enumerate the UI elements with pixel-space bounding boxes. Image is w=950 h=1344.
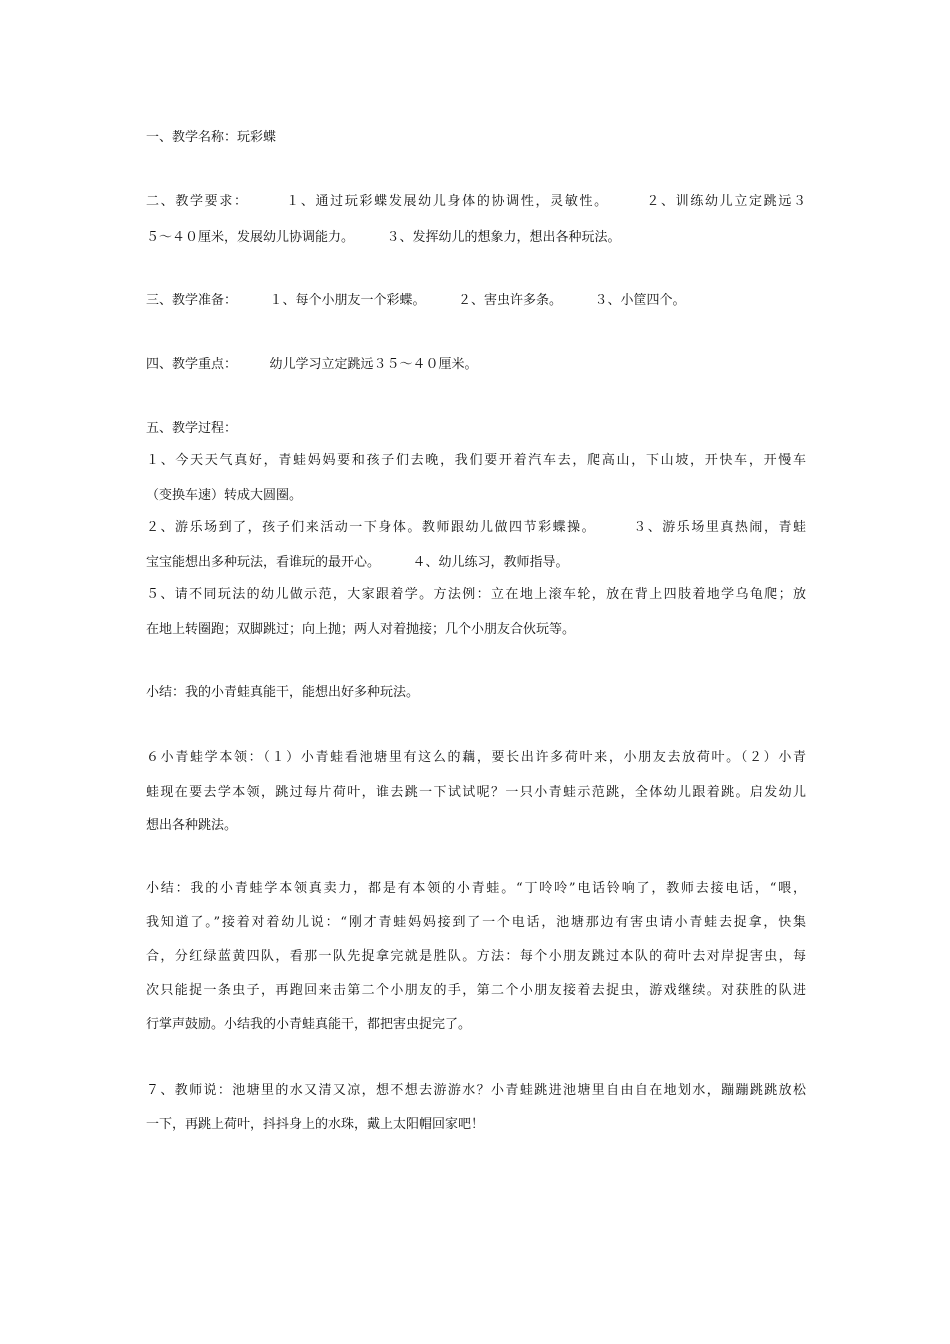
summary2-line1: 小结：我的小青蛙学本领真卖力，都是有本领的小青蛙。“丁呤呤”电话铃响了，教师去接电话，“喂， <box>146 881 806 896</box>
summary1-line1: 小结：我的小青蛙真能干，能想出好多种玩法。 <box>146 685 420 700</box>
section5-p2-line1: ２、游乐场到了，孩子们来活动一下身体。教师跟幼儿做四节彩蝶操。 ３、游乐场里真热闹，青蛙 <box>146 520 806 535</box>
section5-p1-line2: （变换车速）转成大圆圈。 <box>146 488 303 503</box>
section6-line1: ６小青蛙学本领：（１）小青蛙看池塘里有这么的藕，要长出许多荷叶来，小朋友去放荷叶。（２）小青 <box>146 750 806 765</box>
section1-title: 一、教学名称：玩彩蝶 <box>146 130 277 145</box>
section5-p3-line1: ５、请不同玩法的幼儿做示范，大家跟着学。方法例：立在地上滚车轮，放在背上四肢着地学乌龟爬；放 <box>146 587 806 602</box>
summary2-line5: 行掌声鼓励。小结我的小青蛙真能干，都把害虫捉完了。 <box>146 1017 472 1032</box>
section5-p1-line1: １、今天天气真好，青蛙妈妈要和孩子们去晚，我们要开着汽车去，爬高山，下山坡，开快车，开慢车 <box>146 453 806 468</box>
section5-p2-line2: 宝宝能想出多种玩法，看谁玩的最开心。 ４、幼儿练习，教师指导。 <box>146 555 569 570</box>
section4-line1: 四、教学重点： 幼儿学习立定跳远３５～４０厘米。 <box>146 357 478 372</box>
section6-line2: 蛙现在要去学本领，跳过每片荷叶，谁去跳一下试试呢？一只小青蛙示范跳，全体幼儿跟着跳。启发幼儿 <box>146 785 806 800</box>
section7-line1: ７、教师说：池塘里的水又清又凉，想不想去游游水？小青蛙跳进池塘里自由自在地划水，蹦蹦跳跳放松 <box>146 1083 806 1098</box>
summary2-line3: 合，分红绿蓝黄四队，看那一队先捉拿完就是胜队。方法：每个小朋友跳过本队的荷叶去对岸捉害虫，每 <box>146 949 806 964</box>
section7-line2: 一下，再跳上荷叶，抖抖身上的水珠，戴上太阳帽回家吧！ <box>146 1117 485 1132</box>
section3-line1: 三、教学准备： １、每个小朋友一个彩蝶。 ２、害虫许多条。 ３、小筐四个。 <box>146 293 686 308</box>
section2-line2: ５～４０厘米，发展幼儿协调能力。 ３、发挥幼儿的想象力，想出各种玩法。 <box>146 230 621 245</box>
section6-line3: 想出各种跳法。 <box>146 818 238 833</box>
summary2-line4: 次只能捉一条虫子，再跑回来击第二个小朋友的手，第二个小朋友接着去捉虫，游戏继续。对获胜的队进 <box>146 983 806 998</box>
section5-p3-line2: 在地上转圈跑；双脚跳过；向上抛；两人对着抛接；几个小朋友合伙玩等。 <box>146 622 576 637</box>
summary2-line2: 我知道了。”接着对着幼儿说：“刚才青蛙妈妈接到了一个电话，池塘那边有害虫请小青蛙去捉拿，快集 <box>146 915 806 930</box>
section2-line1: 二、教学要求： １、通过玩彩蝶发展幼儿身体的协调性，灵敏性。 ２、训练幼儿立定跳远３ <box>146 194 806 209</box>
section5-heading: 五、教学过程： <box>146 421 238 436</box>
